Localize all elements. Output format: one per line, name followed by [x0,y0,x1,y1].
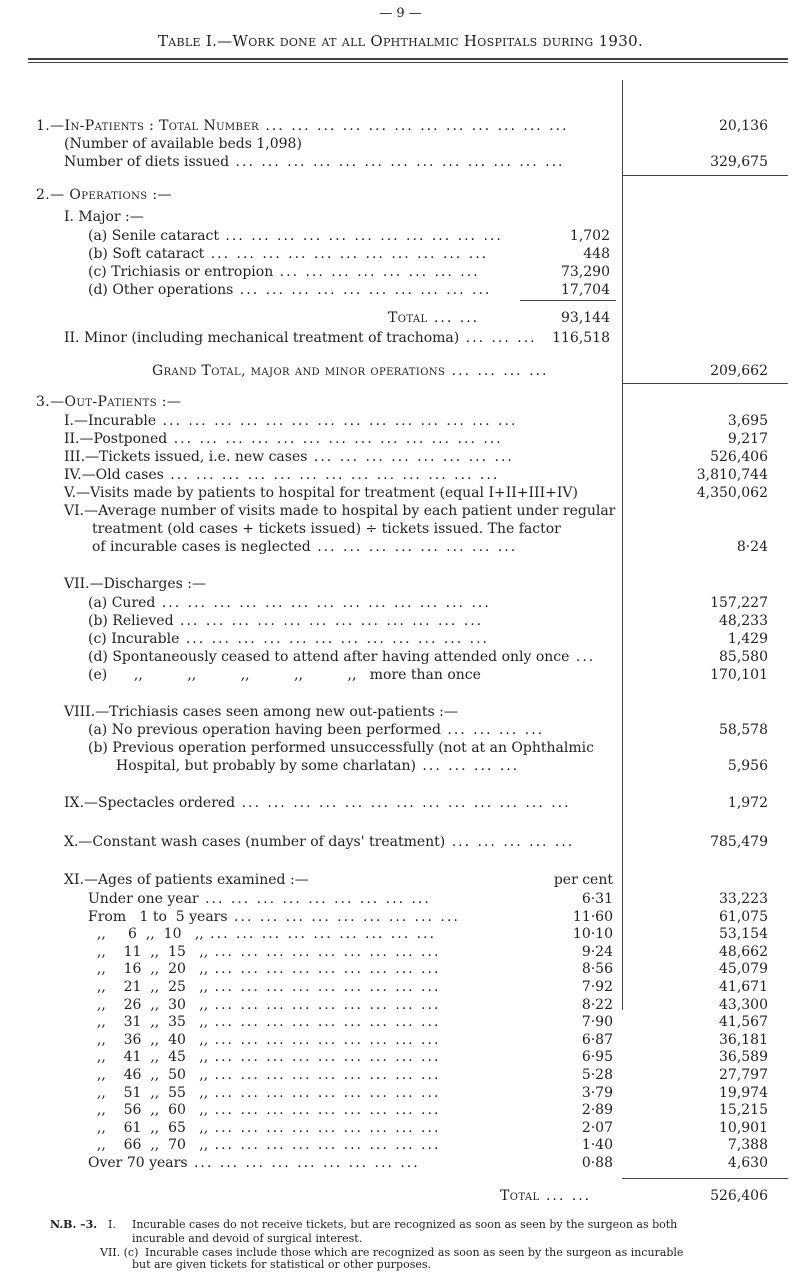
age-row-label: ,, 66 ,, 70 ,, ... ... ... ... ... ... ... ... ... [88,1137,441,1153]
age-row-label: ,, 41 ,, 45 ,, ... ... ... ... ... ... ... ... ... [88,1049,441,1065]
s2-rule [622,383,788,384]
s10-value: 785,479 [710,834,768,850]
footnote-1-lead: I. [108,1218,116,1231]
age-row-percent: 6·87 [520,1032,613,1048]
s3-item-2-value: 9,217 [727,431,768,447]
s1-rule [622,175,788,176]
s3-vi-line2: treatment (old cases + tickets issued) ÷ tickets issued. The factor [92,521,561,537]
s3-item-5: V.—Visits made by patients to hospital for treatment (equal I+II+III+IV) [64,485,578,501]
age-row-label: ,, 36 ,, 40 ,, ... ... ... ... ... ... ... ... ... [88,1032,441,1048]
age-row-count: 61,075 [719,909,768,925]
s7-item-d: (d) Spontaneously ceased to attend after having attended only once ... [88,649,596,665]
age-row-count: 27,797 [719,1067,768,1083]
s11-total-value: 526,406 [710,1188,768,1204]
s3-item-3: III.—Tickets issued, i.e. new cases ... ... ... ... ... ... ... ... [64,449,514,465]
age-row-percent: 8·22 [520,997,613,1013]
age-row-percent: 10·10 [520,926,613,942]
age-row-label: Under one year ... ... ... ... ... ... ... ... ... [88,891,431,907]
age-row-count: 43,300 [719,997,768,1013]
age-row-count: 10,901 [719,1120,768,1136]
s2-item-c-value: 73,290 [561,264,610,280]
s3-vi-line3: of incurable cases is neglected ... ... ... ... ... ... ... ... [92,539,518,555]
s3-heading: 3.—Out-Patients :— [36,394,182,410]
age-row-label: ,, 61 ,, 65 ,, ... ... ... ... ... ... ... ... ... [88,1120,441,1136]
s11-per-cent-header: per cent [553,872,613,888]
age-row-label: ,, 56 ,, 60 ,, ... ... ... ... ... ... ... ... ... [88,1102,441,1118]
age-row-count: 48,662 [719,944,768,960]
s8-b-value: 5,956 [727,758,768,774]
age-row-percent: 6·31 [520,891,613,907]
s3-item-5-value: 4,350,062 [696,485,768,501]
s7-item-b-value: 48,233 [719,613,768,629]
s8-a-value: 58,578 [719,722,768,738]
age-row-label: ,, 26 ,, 30 ,, ... ... ... ... ... ... ... ... ... [88,997,441,1013]
s1-total-value: 20,136 [719,118,768,134]
age-row-label: Over 70 years ... ... ... ... ... ... ... ... ... [88,1155,420,1171]
s10-label: X.—Constant wash cases (number of days' treatment) ... ... ... ... ... [64,834,575,850]
s7-item-c-value: 1,429 [727,631,768,647]
s7-item-c: (c) Incurable ... ... ... ... ... ... ... ... ... ... ... ... [88,631,489,647]
s1-diets-value: 329,675 [710,154,768,170]
s1-heading: 1.—In-Patients : Total Number ... ... ... ... ... ... ... ... ... ... ... ... [36,118,569,134]
s1-beds: (Number of available beds 1,098) [64,136,302,152]
s9-label: IX.—Spectacles ordered ... ... ... ... ... ... ... ... ... ... ... ... ... [64,795,571,811]
s7-item-e: (e) ,, ,, ,, ,, ,, more than once [88,667,481,683]
age-row-label: ,, 46 ,, 50 ,, ... ... ... ... ... ... ... ... ... [88,1067,441,1083]
s2-heading: 2.— Operations :— [36,187,172,203]
s2-item-b: (b) Soft cataract ... ... ... ... ... ... ... ... ... ... ... [88,246,489,262]
age-row-count: 4,630 [727,1155,768,1171]
age-row-percent: 7·90 [520,1014,613,1030]
age-row-count: 33,223 [719,891,768,907]
s3-item-1: I.—Incurable ... ... ... ... ... ... ... ... ... ... ... ... ... ... [64,413,518,429]
column-divider [622,80,623,1010]
age-row-count: 36,181 [719,1032,768,1048]
age-row-percent: 7·92 [520,979,613,995]
age-row-label: ,, 6 ,, 10 ,, ... ... ... ... ... ... ... ... ... [88,926,436,942]
age-row-count: 19,974 [719,1085,768,1101]
age-row-count: 53,154 [719,926,768,942]
s7-item-e-value: 170,101 [710,667,768,683]
age-row-percent: 3·79 [520,1085,613,1101]
s8-heading: VIII.—Trichiasis cases seen among new out-patients :— [64,704,458,720]
age-row-label: From 1 to 5 years ... ... ... ... ... ... ... ... ... [88,909,460,925]
s8-b2: Hospital, but probably by some charlatan) ... ... ... ... [116,758,520,774]
s2-minor: II. Minor (including mechanical treatment of trachoma) ... ... ... [64,330,537,346]
age-row-label: ,, 16 ,, 20 ,, ... ... ... ... ... ... ... ... ... [88,961,441,977]
s3-item-3-value: 526,406 [710,449,768,465]
age-row-label: ,, 31 ,, 35 ,, ... ... ... ... ... ... ... ... ... [88,1014,441,1030]
s7-item-d-value: 85,580 [719,649,768,665]
s7-item-b: (b) Relieved ... ... ... ... ... ... ... ... ... ... ... ... [88,613,484,629]
s8-b1: (b) Previous operation performed unsuccessfully (not at an Ophthalmic [88,740,594,756]
s3-vi-line1: VI.—Average number of visits made to hospital by each patient under regular [64,503,616,519]
age-row-count: 45,079 [719,961,768,977]
s2-item-c: (c) Trichiasis or entropion ... ... ... ... ... ... ... ... [88,264,480,280]
s2-item-d: (d) Other operations ... ... ... ... ... ... ... ... ... ... [88,282,492,298]
s2-grand: Grand Total, major and minor operations ... ... ... ... [152,363,549,379]
s7-heading: VII.—Discharges :— [64,576,207,592]
s7-item-a: (a) Cured ... ... ... ... ... ... ... ... ... ... ... ... ... [88,595,491,611]
s8-a: (a) No previous operation having been performed ... ... ... ... [88,722,545,738]
top-rule-thin [28,62,788,63]
age-row-count: 41,567 [719,1014,768,1030]
footnote-2-lead: VII. (c) [100,1246,139,1259]
footnote-1-line2: incurable and devoid of surgical interest. [132,1232,363,1245]
s2-total-value: 93,144 [561,310,610,326]
s7-item-a-value: 157,227 [710,595,768,611]
age-row-percent: 2·89 [520,1102,613,1118]
s2-item-d-value: 17,704 [561,282,610,298]
s3-item-4-value: 3,810,744 [696,467,768,483]
top-rule [28,58,788,60]
age-row-percent: 6·95 [520,1049,613,1065]
s2-item-a: (a) Senile cataract ... ... ... ... ... ... ... ... ... ... ... [88,228,503,244]
age-row-count: 36,589 [719,1049,768,1065]
age-row-percent: 5·28 [520,1067,613,1083]
s3-vi-value: 8·24 [736,539,768,555]
s1-diets: Number of diets issued ... ... ... ... ... ... ... ... ... ... ... ... ... [64,154,565,170]
s9-value: 1,972 [727,795,768,811]
s2-subtotal-rule [520,300,616,301]
s3-item-1-value: 3,695 [727,413,768,429]
age-row-count: 7,388 [727,1137,768,1153]
table-title: Table I.—Work done at all Ophthalmic Hospitals during 1930. [157,32,644,50]
footnote-2-line2: but are given tickets for statistical or other purposes. [132,1258,432,1271]
age-row-label: ,, 11 ,, 15 ,, ... ... ... ... ... ... ... ... ... [88,944,441,960]
s2-total: Total ... ... [388,310,480,326]
s11-total: Total ... ... [500,1188,592,1204]
s2-major: I. Major :— [64,209,144,225]
age-row-percent: 0·88 [520,1155,613,1171]
age-row-percent: 8·56 [520,961,613,977]
s2-item-b-value: 448 [583,246,610,262]
age-row-percent: 11·60 [520,909,613,925]
age-row-percent: 1·40 [520,1137,613,1153]
age-row-count: 15,215 [719,1102,768,1118]
s2-grand-value: 209,662 [710,363,768,379]
s11-heading: XI.—Ages of patients examined :— [64,872,309,888]
footnote-nb: N.B. –3. [50,1218,98,1231]
s2-minor-value: 116,518 [552,330,610,346]
age-row-percent: 2·07 [520,1120,613,1136]
page-number: — 9 — [379,6,422,21]
footnote-2-line1: Incurable cases include those which are recognized as soon as seen by the surgeon as incurable [145,1246,684,1259]
s2-item-a-value: 1,702 [569,228,610,244]
s3-item-2: II.—Postponed ... ... ... ... ... ... ... ... ... ... ... ... ... [64,431,503,447]
age-row-label: ,, 21 ,, 25 ,, ... ... ... ... ... ... ... ... ... [88,979,441,995]
age-row-count: 41,671 [719,979,768,995]
s11-rule [622,1178,788,1179]
age-row-label: ,, 51 ,, 55 ,, ... ... ... ... ... ... ... ... ... [88,1085,441,1101]
footnote-1-line1: Incurable cases do not receive tickets, but are recognized as soon as seen by the surgeon as both [132,1218,678,1231]
s3-item-4: IV.—Old cases ... ... ... ... ... ... ... ... ... ... ... ... ... [64,467,500,483]
age-row-percent: 9·24 [520,944,613,960]
